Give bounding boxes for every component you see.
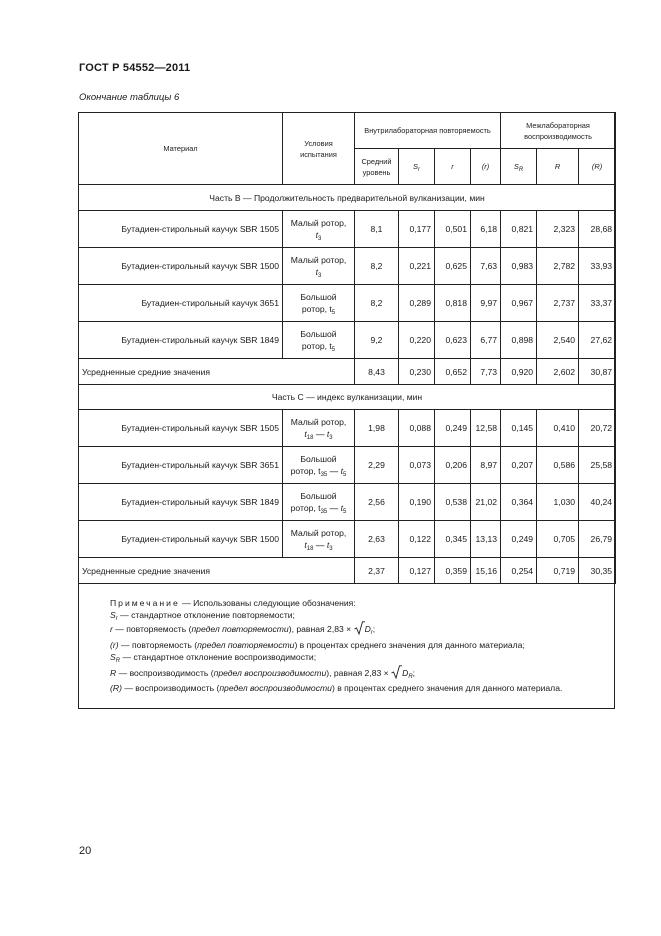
section-b-title: Часть В — Продолжительность предварительной вулканизации, мин (79, 185, 616, 211)
cell-R-percent: 27,62 (579, 322, 616, 359)
note-sr: $S_r$ — стандартное отклонение повторяемости; (110, 610, 295, 623)
precision-table (78, 112, 616, 584)
cell-R: 0,705 (537, 521, 579, 558)
cell-mean: 2,37 (355, 558, 399, 584)
cell-sR: 0,145 (501, 410, 537, 447)
note-R-percent: (R) — воспроизводимость (предел воспроизводимости) в процентах среднего значения для данного материала. (110, 683, 563, 694)
cell-sr: 0,221 (399, 248, 435, 285)
cell-material: Бутадиен-стирольный каучук SBR 1505 (79, 410, 283, 447)
cell-R-percent: 28,68 (579, 211, 616, 248)
cell-material: Бутадиен-стирольный каучук SBR 1849 (79, 484, 283, 521)
cell-mean: 8,1 (355, 211, 399, 248)
cell-R-percent: 26,79 (579, 521, 616, 558)
cell-R-percent: 40,24 (579, 484, 616, 521)
cell-r: 0,249 (435, 410, 471, 447)
cell-R: 2,737 (537, 285, 579, 322)
cell-R-percent: 25,58 (579, 447, 616, 484)
cell-sR: 0,254 (501, 558, 537, 584)
note-r: r — повторяемость (предел повторяемости), равная $2,83 \times D_r$; (82, 621, 612, 638)
cell-sR: 0,207 (501, 447, 537, 484)
note-r-percent: (r) — повторяемость (предел повторяемости) в процентах среднего значения для данного материала; (110, 639, 525, 650)
cell-R: 2,540 (537, 322, 579, 359)
cell-R: 0,586 (537, 447, 579, 484)
table-row (79, 322, 616, 359)
cell-conditions: Малый ротор, $t_3$ (283, 211, 355, 248)
cell-mean: 8,2 (355, 248, 399, 285)
cell-conditions: Большой ротор, $t_5$ (283, 322, 355, 359)
note-intro: Примечание — Использованы следующие обозначения: (110, 598, 356, 608)
cell-R: 0,719 (537, 558, 579, 584)
header-inter-reproducibility: Межлабораторная воспроизводимость (501, 113, 616, 149)
cell-sr: 0,088 (399, 410, 435, 447)
cell-r: 0,623 (435, 322, 471, 359)
cell-r-percent: 21,02 (471, 484, 501, 521)
cell-mean: 9,2 (355, 322, 399, 359)
cell-mean: 8,43 (355, 359, 399, 385)
table-row (79, 521, 616, 558)
header-R: R (537, 149, 579, 185)
note-sR: $S_R$ — стандартное отклонение воспроизводимости; (110, 651, 317, 664)
square-root-icon (391, 665, 402, 682)
cell-R-percent: 20,72 (579, 410, 616, 447)
cell-r-percent: 12,58 (471, 410, 501, 447)
table-row (79, 211, 616, 248)
cell-mean: 2,29 (355, 447, 399, 484)
note-R: R — воспроизводимость (предел воспроизводимости), равная $2,83 \times D_R$; (82, 665, 612, 682)
cell-mean: 2,63 (355, 521, 399, 558)
table-notes (82, 597, 612, 694)
header-R-percent: (R) (579, 149, 616, 185)
table-row-average (79, 558, 616, 584)
table-caption: Окончание таблицы 6 (79, 92, 180, 103)
cell-conditions: Большой ротор, $t_{35}$ — $t_5$ (283, 447, 355, 484)
cell-material: Бутадиен-стирольный каучук SBR 1849 (79, 322, 283, 359)
cell-sr: 0,127 (399, 558, 435, 584)
cell-sR: 0,898 (501, 322, 537, 359)
header-sr: $S_r$ (399, 149, 435, 185)
header-r: r (435, 149, 471, 185)
header-material: Материал (79, 113, 283, 185)
cell-sr: 0,073 (399, 447, 435, 484)
cell-sr: 0,220 (399, 322, 435, 359)
cell-R: 2,323 (537, 211, 579, 248)
cell-r-percent: 7,73 (471, 359, 501, 385)
cell-R-percent: 33,37 (579, 285, 616, 322)
cell-sR: 0,920 (501, 359, 537, 385)
cell-sr: 0,122 (399, 521, 435, 558)
cell-r: 0,359 (435, 558, 471, 584)
cell-average-label: Усредненные средние значения (79, 558, 355, 584)
cell-r: 0,345 (435, 521, 471, 558)
page-number: 20 (79, 845, 92, 857)
cell-sR: 0,821 (501, 211, 537, 248)
cell-sr: 0,177 (399, 211, 435, 248)
cell-r: 0,206 (435, 447, 471, 484)
cell-r: 0,501 (435, 211, 471, 248)
cell-r-percent: 6,18 (471, 211, 501, 248)
cell-r-percent: 7,63 (471, 248, 501, 285)
header-conditions: Условия испытания (283, 113, 355, 185)
cell-R-percent: 30,87 (579, 359, 616, 385)
cell-material: Бутадиен-стирольный каучук SBR 1500 (79, 521, 283, 558)
header-intra-repeatability: Внутрилабораторная повторяемость (355, 113, 501, 149)
cell-sr: 0,230 (399, 359, 435, 385)
cell-average-label: Усредненные средние значения (79, 359, 355, 385)
table-row (79, 410, 616, 447)
table-row (79, 447, 616, 484)
cell-R: 2,602 (537, 359, 579, 385)
cell-sR: 0,983 (501, 248, 537, 285)
cell-sR: 0,249 (501, 521, 537, 558)
table-row (79, 285, 616, 322)
cell-r-percent: 8,97 (471, 447, 501, 484)
cell-sR: 0,967 (501, 285, 537, 322)
cell-material: Бутадиен-стирольный каучук SBR 1500 (79, 248, 283, 285)
cell-material: Бутадиен-стирольный каучук SBR 1505 (79, 211, 283, 248)
cell-r: 0,538 (435, 484, 471, 521)
square-root-icon (354, 621, 365, 638)
table-row (79, 484, 616, 521)
table-row-average (79, 359, 616, 385)
table-row (79, 248, 616, 285)
cell-r-percent: 13,13 (471, 521, 501, 558)
cell-r: 0,652 (435, 359, 471, 385)
cell-mean: 1,98 (355, 410, 399, 447)
cell-mean: 8,2 (355, 285, 399, 322)
document-number: ГОСТ Р 54552—2011 (79, 62, 191, 74)
cell-R: 1,030 (537, 484, 579, 521)
section-c-title: Часть С — индекс вулканизации, мин (79, 385, 616, 410)
cell-conditions: Малый ротор, $t_3$ (283, 248, 355, 285)
header-sR: $S_R$ (501, 149, 537, 185)
cell-material: Бутадиен-стирольный каучук SBR 3651 (79, 447, 283, 484)
cell-R: 2,782 (537, 248, 579, 285)
cell-sR: 0,364 (501, 484, 537, 521)
header-r-percent: (r) (471, 149, 501, 185)
cell-sr: 0,289 (399, 285, 435, 322)
cell-R-percent: 33,93 (579, 248, 616, 285)
cell-conditions: Большой ротор, $t_{35}$ — $t_5$ (283, 484, 355, 521)
cell-r-percent: 15,16 (471, 558, 501, 584)
cell-r: 0,625 (435, 248, 471, 285)
cell-r-percent: 6,77 (471, 322, 501, 359)
cell-conditions: Большой ротор, $t_5$ (283, 285, 355, 322)
cell-mean: 2,56 (355, 484, 399, 521)
cell-material: Бутадиен-стирольный каучук 3651 (79, 285, 283, 322)
cell-r: 0,818 (435, 285, 471, 322)
cell-R-percent: 30,35 (579, 558, 616, 584)
cell-R: 0,410 (537, 410, 579, 447)
cell-r-percent: 9,97 (471, 285, 501, 322)
header-mean-level: Средний уровень (355, 149, 399, 185)
cell-conditions: Малый ротор, $t_{18}$ — $t_3$ (283, 410, 355, 447)
cell-conditions: Малый ротор, $t_{18}$ — $t_3$ (283, 521, 355, 558)
cell-sr: 0,190 (399, 484, 435, 521)
